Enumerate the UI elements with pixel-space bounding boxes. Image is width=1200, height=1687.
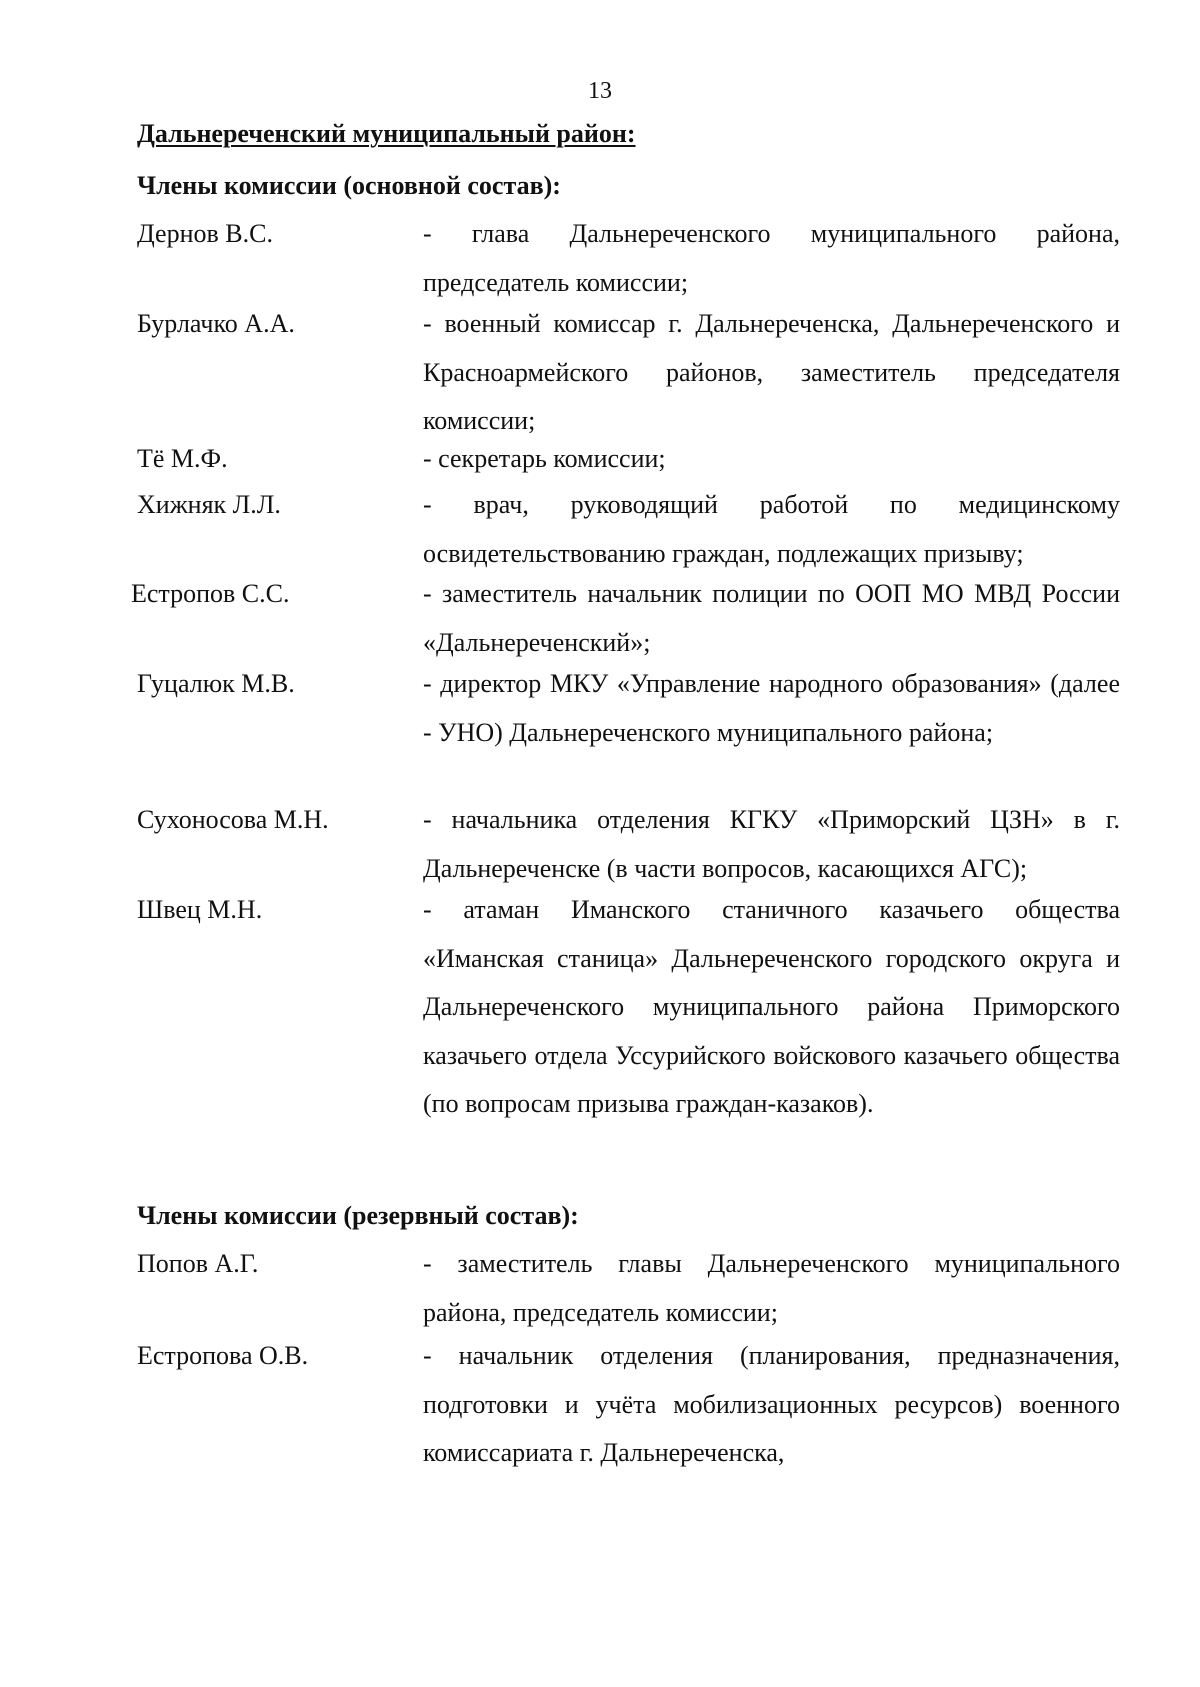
page-number: 13 <box>588 78 612 104</box>
member-role: - начальника отделения КГКУ «Приморский ЦЗН» в г. Дальнереченске (в части вопросов, касающихся АГС); <box>423 805 1120 883</box>
member-role: - врач, руководящий работой по медицинскому освидетельствованию граждан, подлежащих призыву; <box>423 490 1120 568</box>
member-role: - начальник отделения (планирования, предназначения, подготовки и учёта мобилизационных ресурсов) военного комиссариата г. Дальнереченска, <box>423 1341 1120 1467</box>
member-name: Швец М.Н. <box>137 895 263 924</box>
member-name: Дернов В.С. <box>137 219 273 248</box>
member-name: Естропов С.С. <box>131 579 290 608</box>
member-name: Естропова О.В. <box>137 1341 309 1370</box>
district-title: Дальнереченский муниципальный район: <box>137 119 636 148</box>
member-role: - директор МКУ «Управление народного образования» (далее - УНО) Дальнереченского муниципального района; <box>423 669 1120 747</box>
member-name: Гуцалюк М.В. <box>137 669 295 698</box>
member-name: Попов А.Г. <box>137 1249 259 1278</box>
member-role: - заместитель начальник полиции по ООП МО МВД России «Дальнереченский»; <box>423 579 1120 657</box>
member-name: Тё М.Ф. <box>137 444 228 473</box>
member-role: - военный комиссар г. Дальнереченска, Дальнереченского и Красноармейского районов, заместитель председателя комиссии; <box>423 309 1120 435</box>
member-role: - заместитель главы Дальнереченского муниципального района, председатель комиссии; <box>423 1249 1120 1327</box>
member-role: - глава Дальнереченского муниципального района, председатель комиссии; <box>423 219 1120 297</box>
section-heading-main: Члены комиссии (основной состав): <box>137 171 561 200</box>
member-role: - секретарь комиссии; <box>423 444 666 473</box>
section-heading-reserve: Члены комиссии (резервный состав): <box>137 1201 579 1230</box>
member-role: - атаман Иманского станичного казачьего общества «Иманская станица» Дальнереченского городского округа и Дальнереченского муниципального района Приморского казачьего отдела Уссурийского войскового казачьего общества (по вопросам призыва граждан-казаков). <box>423 895 1120 1118</box>
member-name: Сухоносова М.Н. <box>137 805 329 834</box>
member-name: Бурлачко А.А. <box>137 309 295 338</box>
member-name: Хижняк Л.Л. <box>137 490 281 519</box>
